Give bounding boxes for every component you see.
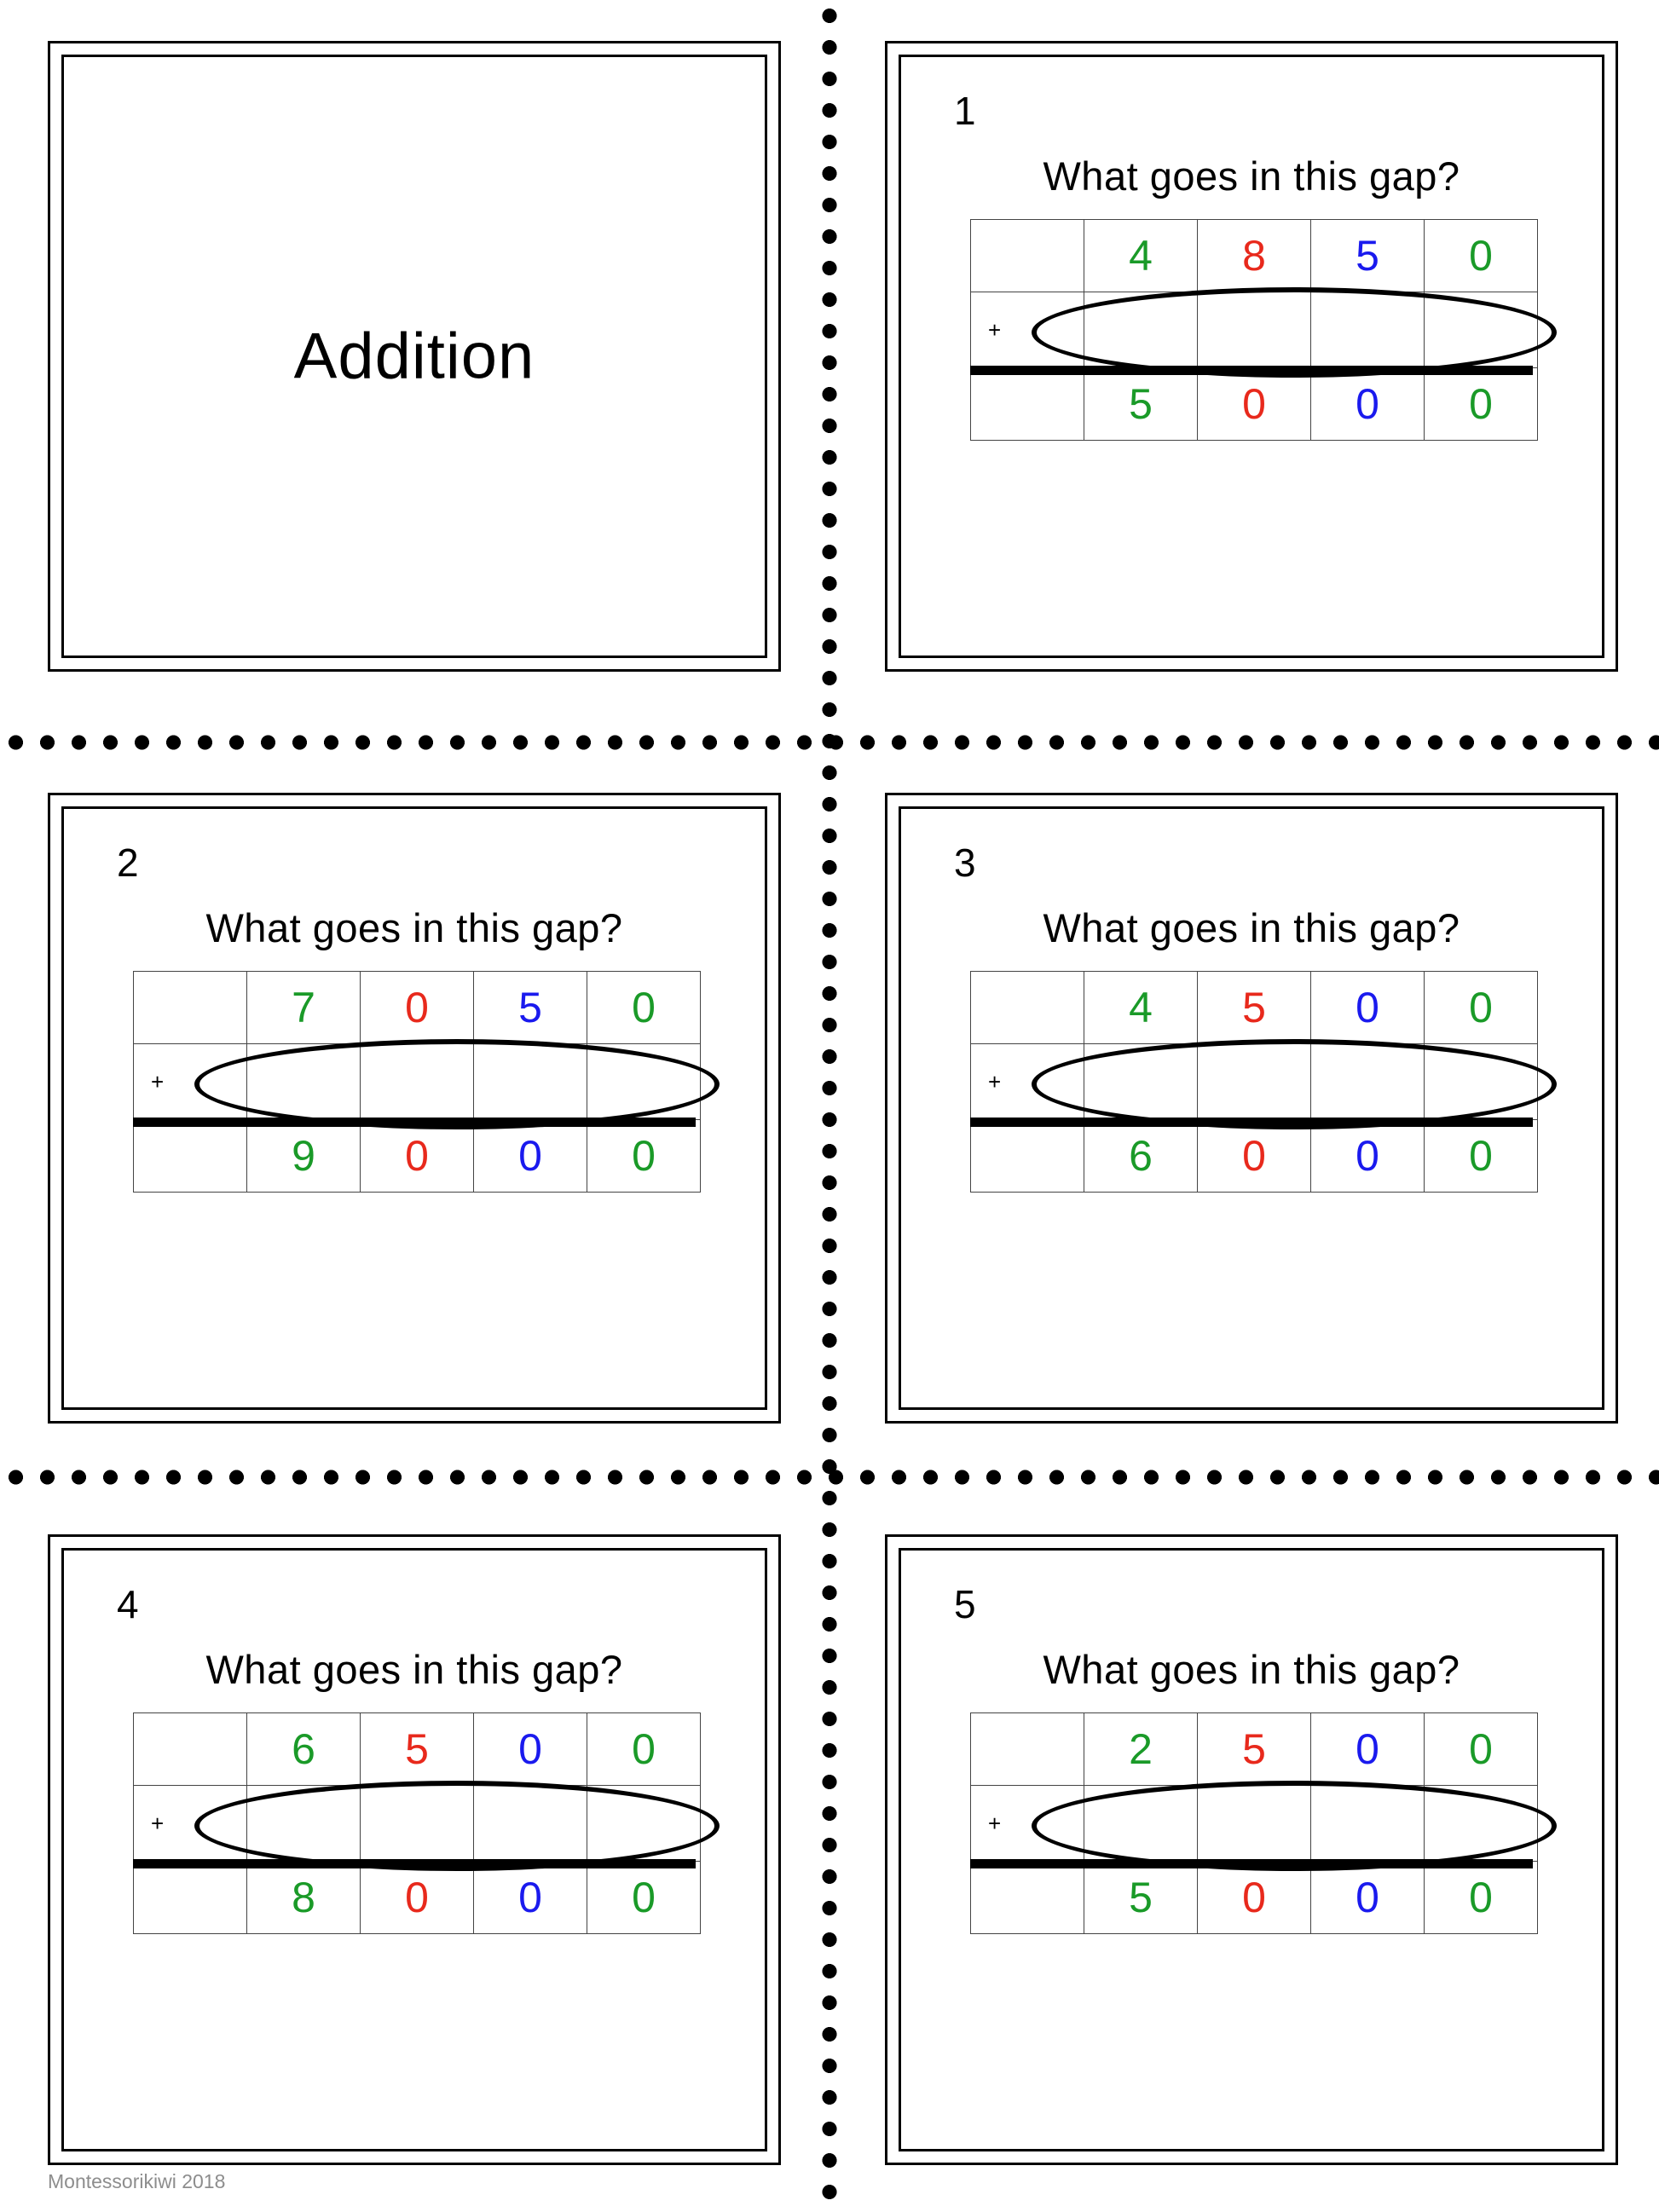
cell-tens: 0 bbox=[1311, 1713, 1425, 1786]
gap-cell-thousands[interactable] bbox=[247, 1044, 361, 1120]
cell-hundreds: 0 bbox=[361, 1862, 474, 1934]
cell-thousands: 4 bbox=[1084, 220, 1198, 292]
cell-tens: 0 bbox=[1311, 368, 1425, 441]
gap-cell-thousands[interactable] bbox=[1084, 1786, 1198, 1862]
operator-cell: + bbox=[134, 1786, 247, 1862]
table-row bbox=[971, 1862, 1538, 1934]
gap-cell-hundreds[interactable] bbox=[1198, 1786, 1311, 1862]
gap-cell-units[interactable] bbox=[1425, 292, 1538, 368]
table-row bbox=[971, 1044, 1538, 1120]
gap-cell-thousands[interactable] bbox=[247, 1786, 361, 1862]
cell-tens: 0 bbox=[474, 1862, 587, 1934]
title-card-inner-border bbox=[61, 55, 767, 658]
cell-units: 0 bbox=[587, 1120, 701, 1193]
cell-label bbox=[971, 368, 1084, 441]
operator-cell: + bbox=[971, 1786, 1084, 1862]
table-row bbox=[134, 1044, 701, 1120]
card-number: 3 bbox=[954, 840, 976, 885]
gap-cell-tens[interactable] bbox=[474, 1044, 587, 1120]
cell-hundreds: 5 bbox=[1198, 1713, 1311, 1786]
cell-units: 0 bbox=[1425, 972, 1538, 1044]
card-number: 5 bbox=[954, 1582, 976, 1626]
table-row bbox=[134, 1862, 701, 1934]
gap-cell-hundreds[interactable] bbox=[361, 1786, 474, 1862]
cell-label bbox=[971, 972, 1084, 1044]
table-row bbox=[971, 1120, 1538, 1193]
gap-cell-tens[interactable] bbox=[1311, 1786, 1425, 1862]
cell-units: 0 bbox=[587, 972, 701, 1044]
cell-units: 0 bbox=[587, 1862, 701, 1934]
gap-cell-tens[interactable] bbox=[474, 1786, 587, 1862]
gap-cell-hundreds[interactable] bbox=[361, 1044, 474, 1120]
gap-cell-units[interactable] bbox=[587, 1786, 701, 1862]
cell-hundreds: 0 bbox=[361, 1120, 474, 1193]
page-title: Addition bbox=[293, 320, 535, 393]
cell-tens: 5 bbox=[474, 972, 587, 1044]
sum-table-wrap bbox=[970, 1712, 1533, 1934]
cell-label bbox=[971, 1713, 1084, 1786]
gap-cell-units[interactable] bbox=[1425, 1044, 1538, 1120]
gap-cell-tens[interactable] bbox=[1311, 1044, 1425, 1120]
table-row bbox=[971, 292, 1538, 368]
cell-units: 0 bbox=[1425, 368, 1538, 441]
cell-thousands: 2 bbox=[1084, 1713, 1198, 1786]
gap-cell-units[interactable] bbox=[587, 1044, 701, 1120]
cell-units: 0 bbox=[1425, 1713, 1538, 1786]
table-row bbox=[971, 1713, 1538, 1786]
answer-bar bbox=[133, 1859, 696, 1868]
cell-tens: 5 bbox=[1311, 220, 1425, 292]
cell-hundreds: 0 bbox=[361, 972, 474, 1044]
task-card-1-inner-border bbox=[899, 55, 1604, 658]
cell-hundreds: 0 bbox=[1198, 368, 1311, 441]
cell-tens: 0 bbox=[1311, 1862, 1425, 1934]
vertical-cut-line bbox=[821, 0, 838, 2212]
gap-cell-units[interactable] bbox=[1425, 1786, 1538, 1862]
task-card-3-inner-border bbox=[899, 806, 1604, 1410]
cell-label bbox=[134, 1862, 247, 1934]
card-prompt: What goes in this gap? bbox=[1043, 153, 1460, 199]
cell-hundreds: 0 bbox=[1198, 1120, 1311, 1193]
operator-cell: + bbox=[971, 1044, 1084, 1120]
table-row bbox=[134, 1120, 701, 1193]
table-row bbox=[971, 1786, 1538, 1862]
cell-hundreds: 8 bbox=[1198, 220, 1311, 292]
table-row bbox=[134, 972, 701, 1044]
cell-tens: 0 bbox=[474, 1120, 587, 1193]
table-row bbox=[971, 972, 1538, 1044]
card-prompt: What goes in this gap? bbox=[205, 1647, 623, 1692]
card-prompt: What goes in this gap? bbox=[205, 905, 623, 950]
cell-label bbox=[971, 220, 1084, 292]
card-prompt: What goes in this gap? bbox=[1043, 905, 1460, 950]
table-row bbox=[134, 1713, 701, 1786]
cell-hundreds: 0 bbox=[1198, 1862, 1311, 1934]
cell-tens: 0 bbox=[1311, 972, 1425, 1044]
table-row bbox=[971, 368, 1538, 441]
cell-units: 0 bbox=[587, 1713, 701, 1786]
sum-table bbox=[133, 1712, 701, 1934]
card-prompt: What goes in this gap? bbox=[1043, 1647, 1460, 1692]
task-card-4-inner-border bbox=[61, 1548, 767, 2151]
answer-bar bbox=[970, 1859, 1533, 1868]
cell-hundreds: 5 bbox=[1198, 972, 1311, 1044]
cell-thousands: 6 bbox=[1084, 1120, 1198, 1193]
cell-thousands: 7 bbox=[247, 972, 361, 1044]
task-card-2 bbox=[48, 793, 781, 1424]
cell-units: 0 bbox=[1425, 220, 1538, 292]
horizontal-cut-line-1 bbox=[0, 734, 1659, 751]
operator-cell: + bbox=[134, 1044, 247, 1120]
task-card-4 bbox=[48, 1534, 781, 2165]
cell-tens: 0 bbox=[1311, 1120, 1425, 1193]
cell-hundreds: 5 bbox=[361, 1713, 474, 1786]
table-row bbox=[134, 1786, 701, 1862]
task-card-5-inner-border bbox=[899, 1548, 1604, 2151]
sum-table-wrap bbox=[970, 971, 1533, 1193]
sum-table bbox=[970, 1712, 1538, 1934]
sum-table bbox=[133, 971, 701, 1193]
cell-thousands: 9 bbox=[247, 1120, 361, 1193]
cell-tens: 0 bbox=[474, 1713, 587, 1786]
cell-label bbox=[971, 1862, 1084, 1934]
card-number: 4 bbox=[117, 1582, 139, 1626]
cell-thousands: 5 bbox=[1084, 1862, 1198, 1934]
task-card-5 bbox=[885, 1534, 1618, 2165]
answer-bar bbox=[133, 1118, 696, 1127]
cell-label bbox=[971, 1120, 1084, 1193]
cell-thousands: 6 bbox=[247, 1713, 361, 1786]
gap-cell-thousands[interactable] bbox=[1084, 292, 1198, 368]
task-card-2-inner-border bbox=[61, 806, 767, 1410]
cell-thousands: 5 bbox=[1084, 368, 1198, 441]
cell-thousands: 8 bbox=[247, 1862, 361, 1934]
cell-label bbox=[134, 972, 247, 1044]
gap-cell-thousands[interactable] bbox=[1084, 1044, 1198, 1120]
title-card bbox=[48, 41, 781, 672]
cell-units: 0 bbox=[1425, 1862, 1538, 1934]
gap-cell-hundreds[interactable] bbox=[1198, 292, 1311, 368]
task-card-3 bbox=[885, 793, 1618, 1424]
sum-table bbox=[970, 219, 1538, 441]
cell-label bbox=[134, 1713, 247, 1786]
gap-cell-hundreds[interactable] bbox=[1198, 1044, 1311, 1120]
footer-credit: Montessorikiwi 2018 bbox=[48, 2170, 226, 2192]
card-number: 1 bbox=[954, 89, 976, 133]
sum-table bbox=[970, 971, 1538, 1193]
cell-label bbox=[134, 1120, 247, 1193]
table-row bbox=[971, 220, 1538, 292]
horizontal-cut-line-2 bbox=[0, 1469, 1659, 1486]
sum-table-wrap bbox=[133, 1712, 696, 1934]
cell-thousands: 4 bbox=[1084, 972, 1198, 1044]
task-card-1 bbox=[885, 41, 1618, 672]
answer-bar bbox=[970, 366, 1533, 375]
gap-cell-tens[interactable] bbox=[1311, 292, 1425, 368]
card-number: 2 bbox=[117, 840, 139, 885]
sum-table-wrap bbox=[133, 971, 696, 1193]
answer-bar bbox=[970, 1118, 1533, 1127]
sum-table-wrap bbox=[970, 219, 1533, 441]
operator-cell: + bbox=[971, 292, 1084, 368]
cell-units: 0 bbox=[1425, 1120, 1538, 1193]
